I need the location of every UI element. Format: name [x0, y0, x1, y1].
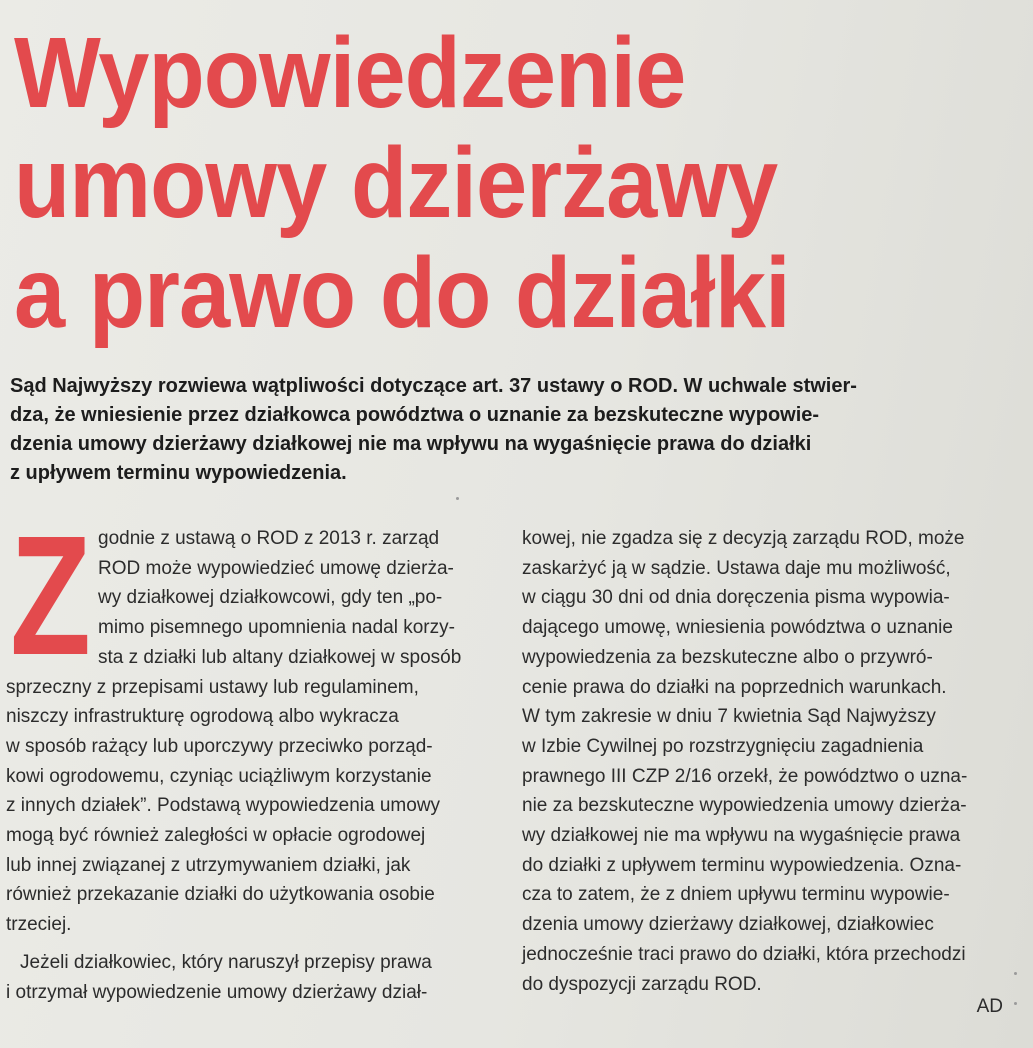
- body-line: wy działkowej działkowcowi, gdy ten „po-: [98, 587, 443, 609]
- body-line: cza to zatem, że z dniem upływu terminu wypowie-: [522, 884, 950, 906]
- title-line: a prawo do działki: [14, 237, 790, 349]
- print-speck: [1014, 1002, 1017, 1005]
- body-line: mogą być również zaległości w opłacie ogrodowej: [6, 825, 426, 847]
- drop-cap: Z: [10, 501, 91, 691]
- body-line: do dyspozycji zarządu ROD.: [522, 973, 762, 995]
- author-signature: AD: [976, 996, 1003, 1017]
- body-line: z innych działek”. Podstawą wypowiedzenia umowy: [6, 795, 441, 817]
- body-line: trzeciej.: [6, 914, 72, 936]
- body-line: kowej, nie zgadza się z decyzją zarządu ROD, może: [522, 528, 965, 549]
- body-line: ROD może wypowiedzieć umowę dzierża-: [98, 557, 454, 579]
- body-line: jednocześnie traci prawo do działki, która przechodzi: [522, 943, 966, 965]
- body-line: Jeżeli działkowiec, który naruszył przepisy prawa: [20, 951, 432, 973]
- body-line: nie za bezskuteczne wypowiedzenia umowy dzierża-: [522, 795, 967, 817]
- body-line: W tym zakresie w dniu 7 kwietnia Sąd Najwyższy: [522, 706, 936, 728]
- lead-line: z upływem terminu wypowiedzenia.: [10, 462, 347, 484]
- body-line: mimo pisemnego upomnienia nadal korzy-: [98, 617, 455, 639]
- body-line: prawnego III CZP 2/16 orzekł, że powództwo o uzna-: [522, 765, 968, 787]
- body-line: również przekazanie działki do użytkowania osobie: [6, 884, 435, 906]
- body-line: dającego umowę, wniesienia powództwa o uznanie: [522, 617, 953, 639]
- body-line: lub innej związanej z utrzymywaniem działki, jak: [6, 854, 411, 876]
- print-speck: [456, 497, 459, 500]
- body-line: i otrzymał wypowiedzenie umowy dzierżawy dział-: [6, 981, 428, 1003]
- body-line: sprzeczny z przepisami ustawy lub regulaminem,: [6, 676, 419, 698]
- title-line: umowy dzierżawy: [14, 127, 778, 239]
- body-line: w ciągu 30 dni od dnia doręczenia pisma wypowia-: [522, 587, 950, 609]
- body-line: wypowiedzenia za bezskuteczne albo o przywró-: [522, 646, 933, 668]
- lead-line: dzenia umowy dzierżawy działkowej nie ma wpływu na wygaśnięcie prawa do działki: [10, 433, 812, 455]
- body-line: niszczy infrastrukturę ogrodową albo wykracza: [6, 706, 399, 728]
- print-speck: [1014, 972, 1017, 975]
- body-column-right: [522, 524, 1007, 999]
- title-line: Wypowiedzenie: [14, 17, 686, 129]
- body-line: godnie z ustawą o ROD z 2013 r. zarząd: [98, 528, 440, 549]
- body-line: cenie prawa do działki na poprzednich warunkach.: [522, 676, 947, 698]
- lead-line: Sąd Najwyższy rozwiewa wątpliwości dotyczące art. 37 ustawy o ROD. W uchwale stwier-: [10, 375, 857, 397]
- body-line: w Izbie Cywilnej po rozstrzygnięciu zagadnienia: [522, 735, 924, 757]
- body-line: w sposób rażący lub uporczywy przeciwko porząd-: [6, 735, 433, 757]
- article-lead: [10, 372, 1010, 488]
- body-column-left: [6, 524, 496, 1007]
- body-line: zaskarżyć ją w sądzie. Ustawa daje mu możliwość,: [522, 557, 951, 579]
- body-line: kowi ogrodowemu, czyniąc uciążliwym korzystanie: [6, 765, 432, 787]
- body-line: sta z działki lub altany działkowej w sposób: [98, 646, 462, 668]
- body-line: wy działkowej nie ma wpływu na wygaśnięcie prawa: [522, 825, 961, 847]
- body-line: do działki z upływem terminu wypowiedzenia. Ozna-: [522, 854, 962, 876]
- lead-line: dza, że wniesienie przez działkowca powództwa o uznanie za bezskuteczne wypowie-: [10, 404, 820, 426]
- body-line: dzenia umowy dzierżawy działkowej, działkowiec: [522, 914, 934, 936]
- article-title: [14, 18, 934, 348]
